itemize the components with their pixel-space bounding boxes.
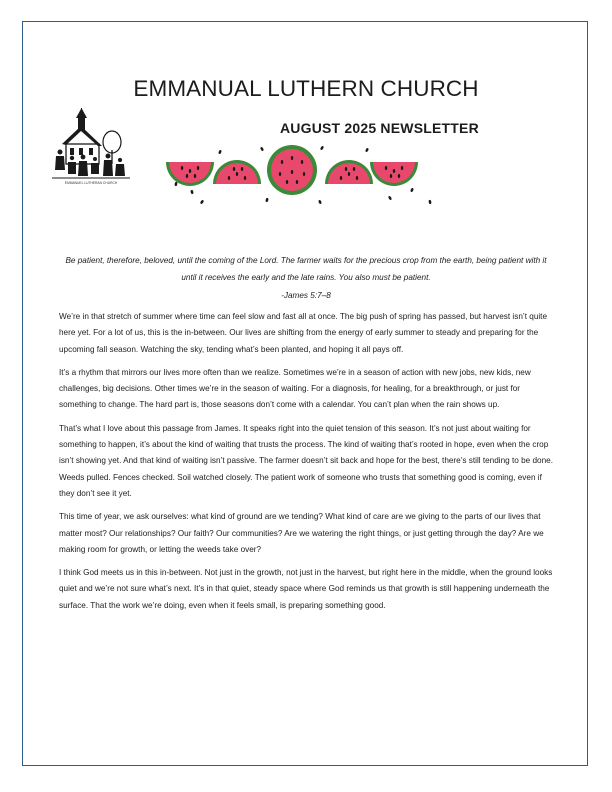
- body-paragraph: That’s what I love about this passage from James. It speaks right into the quiet tension of this season. It’s not just about waiting for something to happen, it’s about the kind of waiting that trusts the process. The kind of waiting that’s rooted in hope, even when the crop isn’t showing yet. And that kind of waiting isn’t passive. The farmer doesn’t sit back and hope for the best, there’s still tending to be done. Weeds pulled. Fences checked. Soil watched closely. The patient work of someone who trusts that something good is coming, even if they don’t see it yet.: [59, 423, 553, 498]
- body-paragraph: It’s a rhythm that mirrors our lives more often than we realize. Sometimes we’re in a season of action with new jobs, new kids, new challenges, big decisions. Other times we’re in the season of waiting. For a diagnosis, for healing, for a breakthrough, or just for something to change. The hard part is, those seasons don’t come with a calendar. You can’t plan when the rain shows up.: [59, 367, 531, 410]
- body-paragraph: This time of year, we ask ourselves: what kind of ground are we tending? What kind of care are we giving to the parts of our lives that matter most? Our relationships? Our faith? Our communities? Are we watering the right things, or just getting through the day? Are we making room for growth, or letting the weeds take over?: [59, 512, 544, 554]
- church-logo: [50, 108, 132, 200]
- watermelon-slice-icon: [370, 162, 418, 186]
- body-paragraph: We’re in that stretch of summer where time can feel slow and fast all at once. The big push of spring has passed, but harvest isn’t quite here yet. For a lot of us, this is the in-between. Our lives are shifting from the energy of early summer to steady and preparing for the upcoming fall season. Watching the sky, tending what’s been planted, and hoping it all pays off.: [59, 312, 548, 354]
- watermelon-slice-icon: [213, 160, 261, 184]
- logo-caption: EMMANUEL LUTHERAN CHURCH: [64, 181, 118, 185]
- watermelon-border: [162, 140, 447, 210]
- watermelon-slice-icon: [166, 162, 214, 186]
- newsletter-subtitle: AUGUST 2025 NEWSLETTER: [280, 120, 479, 136]
- church-title: EMMANUAL LUTHERN CHURCH: [133, 76, 479, 101]
- newsletter-body: [59, 309, 559, 621]
- body-paragraph: I think God meets us in this in-between. Not just in the growth, not just in the harvest, but right here in the middle, when the ground looks quiet and we’re not sure what’s next. It’s in that quiet, steady space where God reminds us that growth is still happening underneath the surface. That the work we’re doing, even when it feels small, is preparing something good.: [59, 568, 553, 610]
- scripture-reference: -James 5:7–8: [281, 291, 331, 300]
- watermelon-slice-icon: [325, 160, 373, 184]
- watermelon-round-icon: [267, 145, 317, 195]
- scripture-verse: Be patient, therefore, beloved, until the coming of the Lord. The farmer waits for the precious crop from the earth, being patient with it until it receives the early and the late rains. You also must be patient.: [65, 256, 547, 283]
